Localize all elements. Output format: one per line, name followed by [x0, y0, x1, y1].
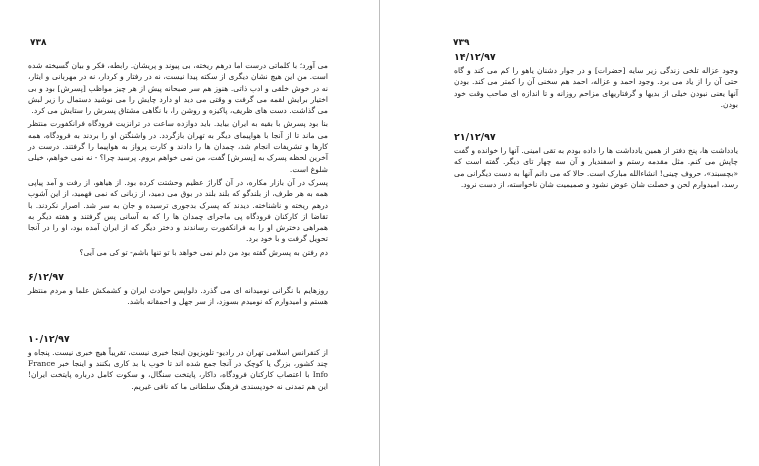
right-page — [380, 0, 759, 466]
diary-entry — [28, 272, 328, 308]
entry-date: ۶/۱۲/۹۷ — [28, 272, 64, 284]
page-number: ۷۳۹ — [453, 38, 470, 48]
entry-date: ۱۴/۱۲/۹۷ — [454, 52, 496, 63]
paragraph: می آورد؛ با کلماتی درست اما درهم ریخته، بی پیوند و پریشان. رابطه، فکر و بیان گسیخته شده است. من این هیچ نشان دیگری از سکته پیدا نیست، نه در رفتار و کردار، نه در مهربانی و ایثار، نه در خوش خلقی و ادب ذاتی. هنوز هم سر صبحانه پیش از هر چیز مواظب [پسرش] بود و بی اختیار برایش لقمه می گرفت و وقتی می دید او دارد چایش را می نوشید دستمال را زیر لبش می گذاشت. دست های ظریف، پاکیزه و روشن را، با نگاهی مشتاق پسرش را ستایش می کرد. — [28, 61, 328, 116]
paragraph: بنا بود پسرش با بقیه به ایران بیاید. باید دوازده ساعت در ترانزیت فرودگاه فرانکفورت منتظر می ماند تا از آنجا با هواپیمای دیگر به تهران بازگردد. در واشنگتن او را بردند به فرودگاه، همه کارها و تشریفات انجام شد، چمدان ها را دادند و کارت پرواز به هواپیما را گرفتند. درست در آخرین لحظه پسرک به [پسرش] گفت، من نمی خواهم بروم. پرسید چرا؟ - نه نمی خواهم، خیلی شلوغ است. — [28, 119, 328, 174]
entry-date: ۲۱/۱۲/۹۷ — [454, 132, 496, 144]
paragraph: پسرک در آن بازار مکاره، در آن گاراژ عظیم وحشتت کرده بود. از هیاهو، از رفت و آمد پیاپی همه به هر طرف، از بلندگو که بلند بلند در بوق می دمید، از زبانی که نمی فهمید، از این آشوب درهم ریخته و ناشناخته. دیدند که پسرک بدجوری ترسیده و جان به سر شد. اصرار نکردند. با تقاضا از کارکنان فرودگاه پی ماجرای چمدان ها را که به آسانی پس گرفتند و هفته دیگر به همراهی دخترش او را به فرانکفورت رساندند و دختر دیگر که از ایران آمده بود، او را در آنجا تحویل گرفت و با خود برد. — [28, 177, 328, 244]
page-number: ۷۳۸ — [30, 38, 47, 48]
entry-text: از کنفرانس اسلامی تهران در رادیو- تلویزیون اینجا خبری نیست، تقریباً هیچ خبری نیست. پنجاه و چند کشور، بزرگ یا کوچک در آنجا جمع شده اند تا خوب یا بد کاری بکنند و اینجا خبر France Info با اعتصاب کارکنان فرودگاه، داکار، پایتخت سنگال، و سکوت کامل درباره پایتخت ایران! این هم تمدنی نه خودپسندی فرهنگ سلطانی ما که نافی غیریم. — [28, 347, 328, 391]
entry-text: روزهایم با نگرانی نومیدانه ای می گذرد. دلواپس حوادث ایران و کشمکش علما و مردم منتظر هستم و امیدوارم که نومیدم بسوزد، از سر جهل و احمقانه باشد. — [28, 286, 328, 307]
diary-entry — [454, 132, 738, 190]
diary-entry — [28, 334, 328, 392]
entry-text: وجود عزاله تلخی زندگی زیر سایه [حضرات] و در جوار دشنان یاهو را کم می کند و گاه حتی آن را از یاد می برد. وجود احمد و عزاله، احمد هم سخنی آن را کمتر می کند. بودن آنها یعنی نبودن خیلی از بدیها و گرفتاریهای مزاحم روزانه و تا اندازه ای صاحب وقت خود بودن. — [454, 66, 738, 109]
entry-date: ۱۰/۱۲/۹۷ — [28, 333, 70, 345]
page-body — [454, 52, 738, 190]
page-body — [28, 54, 328, 392]
entry-text: یادداشت ها، پنج دفتر از همین یادداشت ها را داده بودم به تقی امینی. آنها را خوانده و گفت چاپش می کنم. مثل مقدمه رستم و اسفندیار و آن سه چهار تای دیگر. گفته است که «بچسبند»، حروف چینی! انشاءالله مبارک است. حالا که می دانم آنها به دست دیگرانی می رسد، امیدوارم لحن و خصلت شان عوض نشود و صمیمیت شان ناخواسته، از دست نرود. — [454, 146, 738, 190]
left-page — [0, 0, 379, 466]
paragraph: دم رفتن به پسرش گفته بود من دلم نمی خواهد با تو تنها باشم- تو کی می آیی؟ — [79, 247, 328, 257]
diary-entry — [454, 52, 738, 110]
